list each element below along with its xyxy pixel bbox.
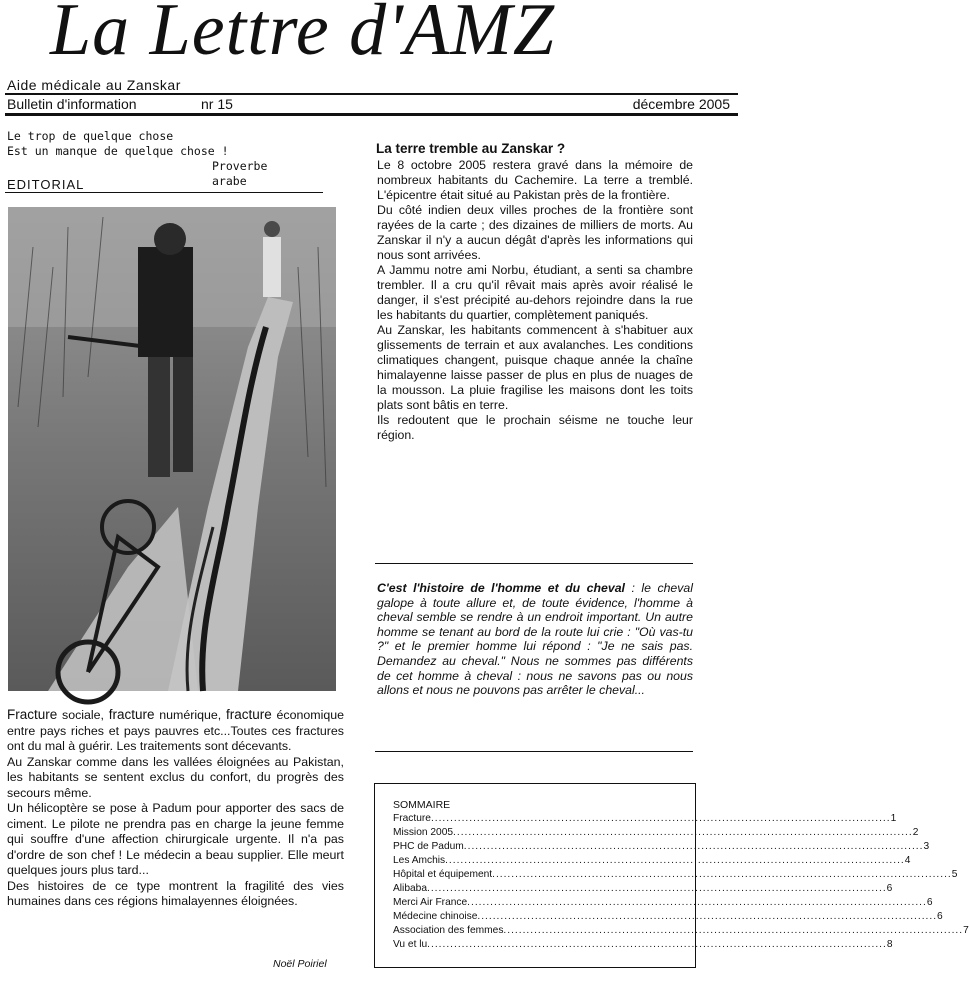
table-of-contents bbox=[374, 783, 969, 968]
toc-page: 2 bbox=[912, 827, 919, 838]
issue-date: décembre 2005 bbox=[632, 96, 730, 112]
proverb-line: Est un manque de quelque chose ! bbox=[7, 144, 229, 158]
toc-page: 3 bbox=[923, 841, 930, 852]
story-text bbox=[377, 581, 693, 698]
keyword-fracture: fracture bbox=[225, 707, 272, 722]
toc-page: 1 bbox=[890, 813, 897, 824]
editorial-paragraph: Un hélicoptère se pose à Padum pour apporter des sacs de ciment. Le pilote ne prendra pas en charge la jeune femme qui souffre d'une affection chirurgicale urgente. Il n'a pas d'ordre de son chef ! Le médecin a beau supplier. Elle meurt quelques jours plus tard... bbox=[7, 801, 344, 877]
divider bbox=[375, 563, 693, 564]
editorial-paragraph: Des histoires de ce type montrent la fragilité des vies humaines dans ces régions himalayennes éloignées. bbox=[7, 878, 344, 908]
proverb-line: Le trop de quelque chose bbox=[7, 129, 174, 143]
toc-page: 6 bbox=[926, 897, 933, 908]
bulletin-label: Bulletin d'information bbox=[7, 96, 137, 112]
toc-leader: ........................................................................................................................ bbox=[453, 827, 913, 838]
story-body: : le cheval galope à toute allure et, de toute évidence, l'homme à cheval semble se rendre à un endroit important. Un autre homme se tenant au bord de la route lui crie : "Où vas-tu ?" et le premier homme lui répond : "Je ne sais pas. Demandez au cheval." Nous ne sommes pas différents de cet homme à cheval : nous ne savons pas ou nous allons et nous ne pouvons pas arrêter le cheval... bbox=[377, 581, 693, 698]
toc-entry bbox=[393, 925, 969, 939]
toc-leader: ........................................................................................................................ bbox=[430, 813, 891, 824]
editorial-paragraph: Au Zanskar comme dans les vallées éloignées au Pakistan, les habitants se sentent exclus du confort, du progrès des secours même. bbox=[7, 754, 344, 800]
article-paragraph: A Jammu notre ami Norbu, étudiant, a senti sa chambre trembler. Il a cru qu'il rêvait mais après avoir réalisé le danger, il s'est précipité au-dehors rejoindre dans la rue les habitants du quartier, complètement paniqués. bbox=[377, 263, 693, 322]
toc-page: 5 bbox=[951, 869, 958, 880]
toc-title: Hôpital et équipement bbox=[393, 869, 493, 880]
divider bbox=[5, 192, 323, 193]
toc-leader: ........................................................................................................................ bbox=[467, 897, 927, 908]
article-paragraph: Du côté indien deux villes proches de la frontière sont rayées de la carte ; des dizaines de milliers de morts. Au Zanskar il n'y a aucun dégât d'après les informations qui nous sont arrivées. bbox=[377, 203, 693, 262]
toc-title: Médecine chinoise bbox=[393, 911, 478, 922]
toc-title: Alibaba bbox=[393, 883, 427, 894]
toc-leader: ........................................................................................................................ bbox=[492, 869, 952, 880]
toc-leader: ........................................................................................................................ bbox=[463, 841, 924, 852]
article-body bbox=[377, 158, 693, 443]
editorial-text bbox=[7, 707, 344, 910]
divider bbox=[375, 751, 693, 752]
toc-title: Vu et lu bbox=[393, 939, 428, 950]
association-name: Aide médicale au Zanskar bbox=[7, 77, 181, 93]
toc-entry bbox=[393, 827, 919, 841]
keyword-fracture: Fracture bbox=[7, 707, 58, 722]
toc-title: Association des femmes bbox=[393, 925, 504, 936]
toc-entry bbox=[393, 869, 958, 883]
toc-page: 8 bbox=[886, 939, 893, 950]
toc-leader: ........................................................................................................................ bbox=[503, 925, 964, 936]
toc-title: PHC de Padum bbox=[393, 841, 464, 852]
editorial-lead bbox=[7, 707, 344, 755]
editorial-paragraph: économique entre pays riches et pays pauvres etc...Toutes ces fractures ont du mal à guérir. Les traitements sont décevants. bbox=[7, 708, 344, 753]
toc-title: Merci Air France bbox=[393, 897, 468, 908]
toc-page: 6 bbox=[937, 911, 943, 922]
toc-page: 6 bbox=[886, 883, 893, 894]
editorial-photo bbox=[8, 207, 336, 691]
article-paragraph: Ils redoutent que le prochain séisme ne touche leur région. bbox=[377, 413, 693, 442]
toc-page: 7 bbox=[963, 925, 969, 936]
story-lead: C'est l'histoire de l'homme et du cheval bbox=[377, 581, 625, 595]
toc-entry bbox=[393, 911, 943, 925]
toc-entry bbox=[393, 883, 893, 897]
toc-leader: ........................................................................................................................ bbox=[427, 939, 887, 950]
toc-heading: SOMMAIRE bbox=[393, 799, 451, 811]
keyword-fracture: fracture bbox=[108, 707, 155, 722]
toc-title: Mission 2005 bbox=[393, 827, 454, 838]
lead-text: sociale, bbox=[57, 708, 109, 722]
toc-page: 4 bbox=[904, 855, 911, 866]
lead-text: numérique, bbox=[154, 708, 226, 722]
toc-leader: ........................................................................................................................ bbox=[477, 911, 938, 922]
article-paragraph: Le 8 octobre 2005 restera gravé dans la mémoire de nombreux habitants du Cachemire. La terre a tremblé. L'épicentre était situé au Pakistan près de la frontière. bbox=[377, 158, 693, 202]
proverb-source: Proverbe arabe bbox=[212, 159, 268, 188]
toc-entry bbox=[393, 939, 893, 953]
editorial-heading: EDITORIAL bbox=[7, 177, 85, 192]
toc-leader: ........................................................................................................................ bbox=[445, 855, 905, 866]
editorial-signature: Noël Poiriel bbox=[273, 958, 327, 970]
toc-leader: ........................................................................................................................ bbox=[427, 883, 887, 894]
masthead-title: La Lettre d'AMZ bbox=[50, 0, 555, 71]
toc-list bbox=[393, 813, 969, 953]
article-title: La terre tremble au Zanskar ? bbox=[376, 141, 566, 156]
toc-entry bbox=[393, 855, 911, 869]
article-paragraph: Au Zanskar, les habitants commencent à s'habituer aux glissements de terrain et aux avalanches. Les conditions climatiques changent, puisque chaque année la chaîne himalayenne laisse passer de plus en plus de nuages de la mousson. La pluie fragilise les maisons dont les toits plats sont bâtis en terre. bbox=[377, 323, 693, 412]
toc-entry bbox=[393, 841, 930, 855]
toc-title: Fracture bbox=[393, 813, 431, 824]
issue-number: nr 15 bbox=[201, 96, 233, 112]
toc-entry bbox=[393, 813, 897, 827]
bulletin-bar bbox=[5, 93, 738, 116]
toc-entry bbox=[393, 897, 933, 911]
toc-title: Les Amchis bbox=[393, 855, 446, 866]
